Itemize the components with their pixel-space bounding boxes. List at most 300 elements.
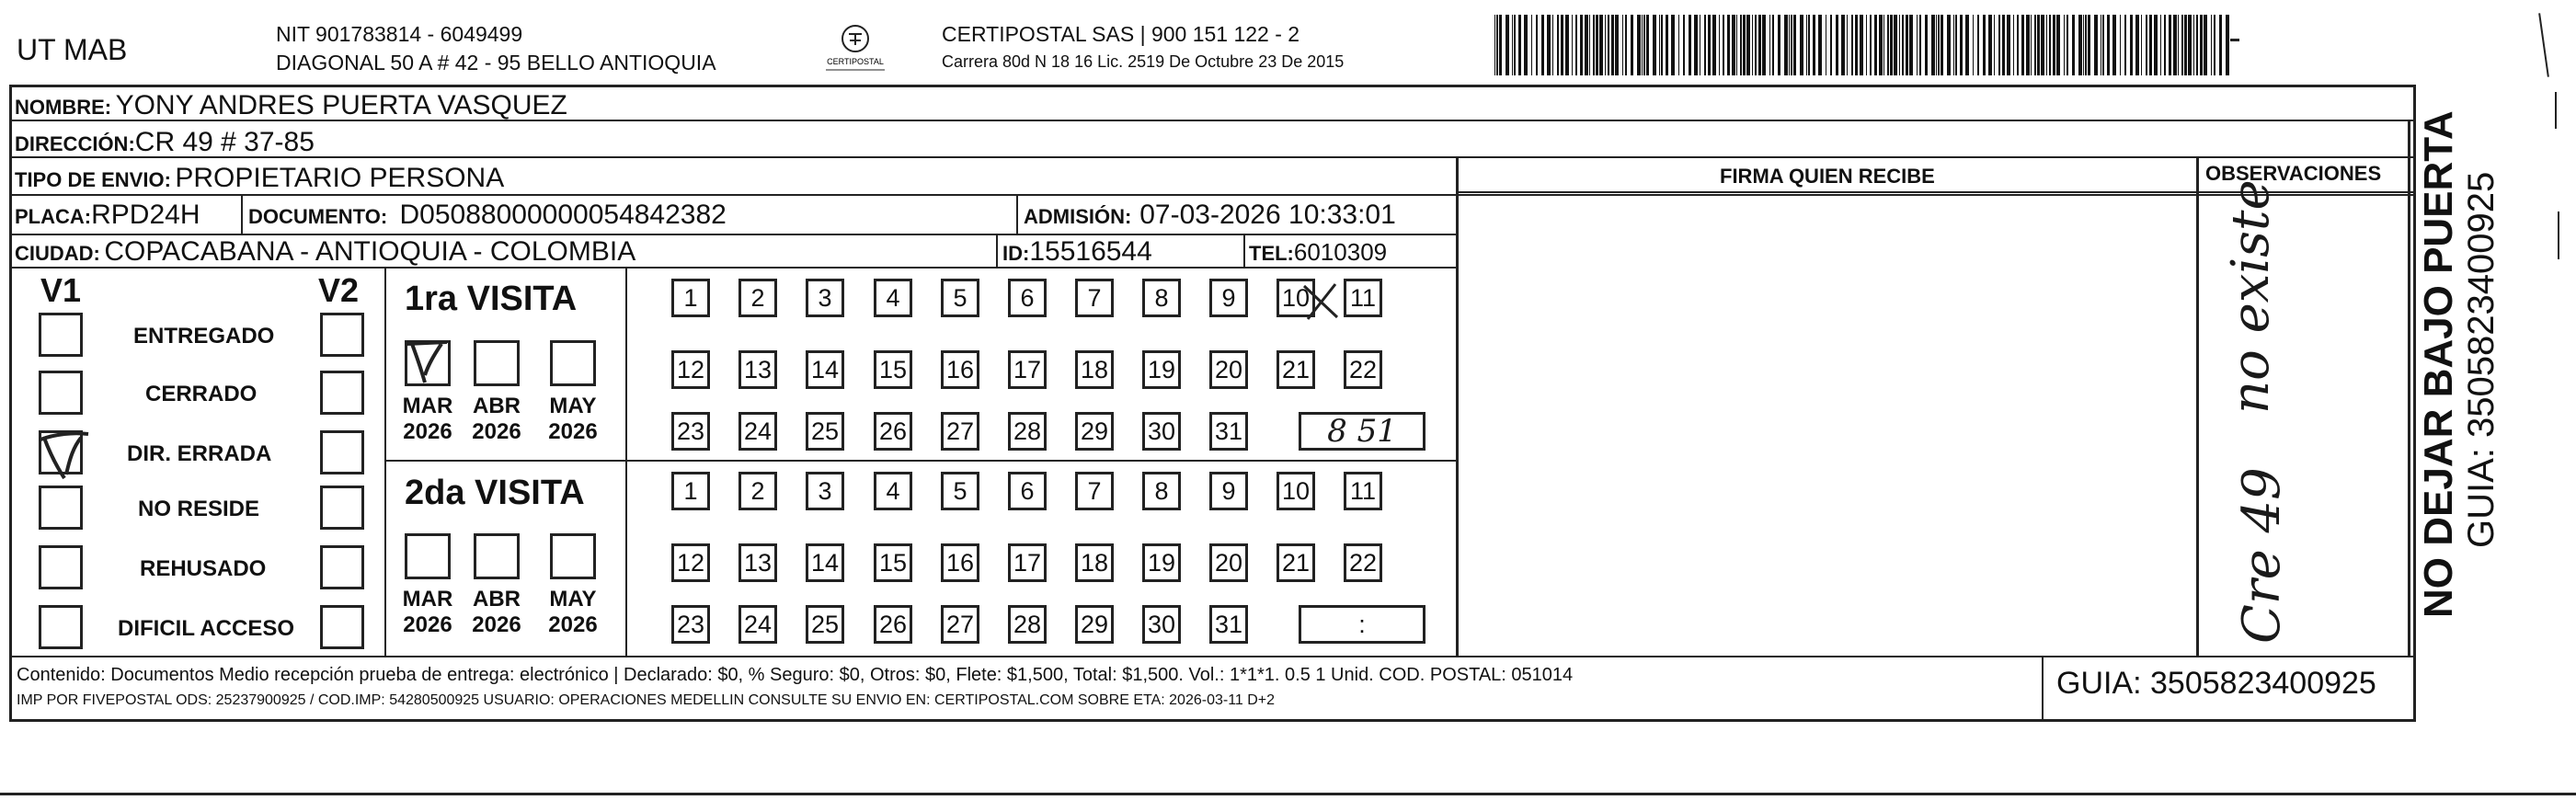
barcode-bar bbox=[2013, 15, 2014, 75]
visit2-title: 2da VISITA bbox=[405, 474, 585, 512]
plate-value: RPD24H bbox=[91, 200, 200, 230]
col-line bbox=[2196, 156, 2199, 656]
barcode-bar bbox=[1808, 15, 1810, 75]
month-checkbox[interactable] bbox=[550, 340, 596, 386]
day-box[interactable]: 18 bbox=[1075, 543, 1114, 582]
month-label bbox=[541, 394, 605, 444]
document-row bbox=[248, 201, 727, 229]
barcode-bar bbox=[1678, 15, 1679, 75]
v1-checkbox-0[interactable] bbox=[39, 313, 83, 357]
barcode-bar bbox=[2112, 15, 2116, 75]
day-box[interactable]: 31 bbox=[1209, 412, 1248, 451]
barcode-bar bbox=[1879, 15, 1883, 75]
day-box[interactable]: 27 bbox=[941, 605, 979, 644]
barcode-bar bbox=[1955, 15, 1957, 75]
barcode-bar bbox=[1572, 15, 1573, 75]
day-box[interactable]: 24 bbox=[738, 412, 777, 451]
barcode-bar bbox=[1931, 15, 1935, 75]
barcode-bar bbox=[2211, 15, 2212, 75]
barcode-bar bbox=[2188, 15, 2192, 75]
fold-mark bbox=[2558, 211, 2559, 259]
v2-checkbox-4[interactable] bbox=[320, 545, 364, 589]
month-checkbox[interactable] bbox=[474, 533, 520, 579]
month-name: ABR bbox=[473, 394, 521, 418]
barcode-bar bbox=[1800, 15, 1803, 75]
barcode-bar bbox=[2026, 15, 2030, 75]
day-box[interactable]: 14 bbox=[806, 543, 844, 582]
barcode-bar bbox=[1917, 15, 1918, 75]
barcode-bar bbox=[1596, 15, 1598, 75]
barcode-bar bbox=[1605, 15, 1606, 75]
barcode-bar bbox=[1830, 15, 1832, 75]
day-box[interactable]: 26 bbox=[874, 605, 912, 644]
v1-checkbox-1[interactable] bbox=[39, 371, 83, 415]
v2-checkbox-5[interactable] bbox=[320, 605, 364, 649]
signature-label: FIRMA QUIEN RECIBE bbox=[1720, 165, 1935, 188]
month-label bbox=[395, 587, 460, 637]
day-box[interactable]: 22 bbox=[1344, 543, 1382, 582]
barcode-bar bbox=[1524, 15, 1528, 75]
barcode-bar bbox=[1541, 15, 1544, 75]
barcode-bar bbox=[2154, 15, 2158, 75]
day-box[interactable]: 12 bbox=[671, 350, 710, 389]
day-box[interactable]: 3 bbox=[806, 279, 844, 317]
day-box[interactable]: 2 bbox=[738, 279, 777, 317]
row-line bbox=[9, 234, 1456, 235]
city-label: CIUDAD: bbox=[15, 242, 100, 265]
v1-checkbox-4[interactable] bbox=[39, 545, 83, 589]
v1-header: V1 bbox=[40, 271, 82, 309]
barcode-bar bbox=[2149, 15, 2152, 75]
barcode-bar bbox=[2088, 15, 2090, 75]
name-row bbox=[15, 92, 567, 120]
barcode-bar bbox=[1561, 15, 1563, 75]
day-box[interactable]: 2 bbox=[738, 472, 777, 510]
month-name: MAR bbox=[402, 394, 453, 418]
barcode-bar bbox=[1704, 15, 1706, 75]
barcode-bar bbox=[1791, 15, 1792, 75]
day-box[interactable]: 16 bbox=[941, 350, 979, 389]
barcode-bar bbox=[1743, 15, 1746, 75]
day-box[interactable]: 4 bbox=[874, 472, 912, 510]
barcode-bar bbox=[1988, 15, 1992, 75]
month-label bbox=[541, 587, 605, 637]
day-box[interactable]: 8 bbox=[1142, 279, 1181, 317]
day-box[interactable]: 12 bbox=[671, 543, 710, 582]
day-box[interactable]: 11 bbox=[1344, 279, 1382, 317]
barcode-bar bbox=[1836, 15, 1838, 75]
barcode-bar bbox=[1813, 15, 1815, 75]
barcode-bar bbox=[1899, 15, 1900, 75]
barcode-bar bbox=[1847, 15, 1848, 75]
barcode-bar bbox=[2085, 15, 2087, 75]
day-box[interactable]: 13 bbox=[738, 350, 777, 389]
barcode-bar bbox=[2200, 15, 2203, 75]
day-box[interactable]: 9 bbox=[1209, 472, 1248, 510]
col-line bbox=[996, 234, 998, 267]
barcode-bar bbox=[1998, 15, 2000, 75]
barcode-bar bbox=[1870, 15, 1872, 75]
barcode-bar bbox=[1758, 15, 1761, 75]
barcode-bar bbox=[1608, 15, 1609, 75]
col-line bbox=[1016, 194, 1018, 234]
barcode-bar bbox=[1637, 15, 1641, 75]
barcode-bar bbox=[2173, 15, 2177, 75]
day-box[interactable]: 9 bbox=[1209, 279, 1248, 317]
barcode-bar bbox=[1947, 15, 1951, 75]
barcode-bar bbox=[1599, 15, 1603, 75]
document-value: D05088000000054842382 bbox=[399, 200, 727, 230]
month-name: MAY bbox=[549, 394, 597, 418]
barcode-bar bbox=[2056, 15, 2060, 75]
day-box[interactable]: 17 bbox=[1008, 543, 1047, 582]
observations-label: OBSERVACIONES bbox=[2205, 162, 2382, 185]
barcode-bar bbox=[1708, 15, 1711, 75]
barcode-bar bbox=[1611, 15, 1614, 75]
barcode-bar bbox=[1778, 15, 1780, 75]
barcode-bar bbox=[1653, 15, 1656, 75]
day-box[interactable]: 15 bbox=[874, 350, 912, 389]
month-checkbox[interactable] bbox=[474, 340, 520, 386]
barcode-bar bbox=[1902, 15, 1904, 75]
tel-row bbox=[1249, 240, 1387, 264]
barcode-bar bbox=[2178, 15, 2179, 75]
barcode-bar bbox=[1855, 15, 1858, 75]
barcode-bar bbox=[1659, 15, 1660, 75]
barcode-bar bbox=[1727, 15, 1730, 75]
day-box[interactable]: 17 bbox=[1008, 350, 1047, 389]
barcode-bar bbox=[1851, 15, 1853, 75]
day-box[interactable]: 29 bbox=[1075, 412, 1114, 451]
visit-time-box[interactable]: 8 51 bbox=[1299, 412, 1425, 451]
row-line bbox=[9, 267, 1456, 269]
checkmark-icon bbox=[37, 430, 94, 484]
barcode-bar bbox=[1494, 15, 1495, 75]
barcode-bar bbox=[1719, 15, 1720, 75]
barcode-bar bbox=[1894, 15, 1897, 75]
fold-mark bbox=[2538, 13, 2549, 77]
month-label bbox=[464, 587, 529, 637]
id-value: 15516544 bbox=[1029, 236, 1152, 267]
day-box[interactable]: 6 bbox=[1008, 279, 1047, 317]
barcode-bar bbox=[1874, 15, 1877, 75]
month-checkbox[interactable] bbox=[550, 533, 596, 579]
barcode-bar bbox=[2214, 15, 2215, 75]
day-box[interactable]: 1 bbox=[671, 472, 710, 510]
day-box[interactable]: 23 bbox=[671, 412, 710, 451]
status-label: CERRADO bbox=[145, 382, 258, 406]
barcode-bar bbox=[1772, 15, 1774, 75]
barcode-bar bbox=[1689, 15, 1691, 75]
barcode-bar bbox=[1496, 15, 1498, 75]
barcode-bar bbox=[2196, 15, 2198, 75]
day-box[interactable]: 5 bbox=[941, 472, 979, 510]
barcode-bar bbox=[1593, 15, 1595, 75]
col-line bbox=[2042, 656, 2044, 722]
col-line bbox=[2408, 120, 2410, 656]
barcode-bar bbox=[1994, 15, 1995, 75]
barcode-bar bbox=[1646, 15, 1649, 75]
col-line bbox=[241, 194, 243, 234]
barcode-bar bbox=[1683, 15, 1685, 75]
tel-value: 6010309 bbox=[1293, 238, 1388, 266]
day-box[interactable]: 3 bbox=[806, 472, 844, 510]
barcode-bar bbox=[2072, 15, 2075, 75]
barcode-bar bbox=[1631, 15, 1633, 75]
v1-checkbox-3[interactable] bbox=[39, 486, 83, 530]
day-box[interactable]: 23 bbox=[671, 605, 710, 644]
barcode-bar bbox=[1723, 15, 1724, 75]
barcode-bar bbox=[2193, 15, 2194, 75]
col-line bbox=[1456, 156, 1459, 656]
day-box[interactable]: 26 bbox=[874, 412, 912, 451]
id-label: ID: bbox=[1002, 242, 1030, 265]
barcode-bar bbox=[1769, 15, 1770, 75]
day-box[interactable]: 18 bbox=[1075, 350, 1114, 389]
admission-row bbox=[1024, 201, 1396, 229]
barcode-bar bbox=[1666, 15, 1668, 75]
barcode-bar bbox=[1789, 15, 1790, 75]
barcode-bar bbox=[1671, 15, 1675, 75]
city-value: COPACABANA - ANTIOQUIA - COLOMBIA bbox=[104, 236, 636, 267]
carrier-license: Carrera 80d N 18 16 Lic. 2519 De Octubre 23 De 2015 bbox=[942, 52, 1345, 71]
address-row bbox=[15, 129, 315, 156]
barcode-bar bbox=[2078, 15, 2082, 75]
type-value: PROPIETARIO PERSONA bbox=[175, 163, 505, 193]
barcode-bar bbox=[1547, 15, 1551, 75]
barcode-bar bbox=[2031, 15, 2032, 75]
barcode-bar bbox=[2094, 15, 2098, 75]
v2-checkbox-0[interactable] bbox=[320, 313, 364, 357]
barcode-bar bbox=[1732, 15, 1735, 75]
observation-handwritten-2: Cre 49 bbox=[2232, 467, 2292, 644]
status-label: REHUSADO bbox=[140, 556, 267, 581]
barcode-bar bbox=[2146, 15, 2147, 75]
barcode-bar bbox=[2204, 15, 2207, 75]
barcode-bar bbox=[1919, 15, 1921, 75]
v2-checkbox-2[interactable] bbox=[320, 430, 364, 474]
day-box[interactable]: 30 bbox=[1142, 412, 1181, 451]
barcode-bar bbox=[1615, 15, 1619, 75]
v1-checkbox-5[interactable] bbox=[39, 605, 83, 649]
barcode-bar bbox=[1552, 15, 1553, 75]
company-address: DIAGONAL 50 A # 42 - 95 BELLO ANTIOQUIA bbox=[276, 51, 716, 74]
col-line bbox=[384, 460, 1456, 462]
barcode bbox=[1494, 15, 2230, 75]
day-box[interactable]: 21 bbox=[1277, 350, 1315, 389]
day-box[interactable]: 29 bbox=[1075, 605, 1114, 644]
barcode-dash bbox=[2230, 39, 2239, 41]
strike-mark bbox=[1299, 279, 1343, 323]
barcode-bar bbox=[2164, 15, 2166, 75]
barcode-bar bbox=[1625, 15, 1627, 75]
day-box[interactable]: 19 bbox=[1142, 350, 1181, 389]
day-box[interactable]: 4 bbox=[874, 279, 912, 317]
barcode-bar bbox=[1661, 15, 1663, 75]
day-box[interactable]: 30 bbox=[1142, 605, 1181, 644]
barcode-bar bbox=[1936, 15, 1937, 75]
barcode-bar bbox=[2002, 15, 2005, 75]
barcode-bar bbox=[1755, 15, 1757, 75]
barcode-bar bbox=[1977, 15, 1979, 75]
barcode-bar bbox=[2219, 15, 2222, 75]
barcode-bar bbox=[1925, 15, 1928, 75]
day-box[interactable]: 10 bbox=[1277, 279, 1315, 317]
day-box[interactable]: 15 bbox=[874, 543, 912, 582]
barcode-bar bbox=[1762, 15, 1766, 75]
barcode-bar bbox=[2107, 15, 2110, 75]
day-box[interactable]: 25 bbox=[806, 605, 844, 644]
barcode-bar bbox=[2130, 15, 2133, 75]
day-box[interactable]: 21 bbox=[1277, 543, 1315, 582]
company-code: UT MAB bbox=[17, 33, 128, 66]
barcode-bar bbox=[1694, 15, 1698, 75]
col-line bbox=[1243, 234, 1245, 267]
barcode-bar bbox=[1580, 15, 1583, 75]
day-box[interactable]: 7 bbox=[1075, 472, 1114, 510]
barcode-bar bbox=[1906, 15, 1908, 75]
barcode-bar bbox=[1512, 15, 1513, 75]
barcode-bar bbox=[1712, 15, 1716, 75]
company-nit: NIT 901783814 - 6049499 bbox=[276, 22, 523, 46]
month-year: 2026 bbox=[472, 418, 521, 444]
admission-label: ADMISIÓN: bbox=[1024, 205, 1132, 228]
day-box[interactable]: 22 bbox=[1344, 350, 1382, 389]
status-label: DIR. ERRADA bbox=[127, 441, 272, 466]
day-box[interactable]: 13 bbox=[738, 543, 777, 582]
barcode-bar bbox=[1622, 15, 1623, 75]
month-year: 2026 bbox=[472, 611, 521, 637]
barcode-bar bbox=[1643, 15, 1645, 75]
day-box[interactable]: 16 bbox=[941, 543, 979, 582]
day-box[interactable]: 10 bbox=[1277, 472, 1315, 510]
barcode-bar bbox=[1642, 15, 1643, 75]
barcode-bar bbox=[2120, 15, 2121, 75]
month-year: 2026 bbox=[548, 418, 598, 444]
day-box[interactable]: 8 bbox=[1142, 472, 1181, 510]
barcode-bar bbox=[1938, 15, 1940, 75]
barcode-bar bbox=[1841, 15, 1845, 75]
footer-guide: GUIA: 3505823400925 bbox=[2056, 666, 2376, 701]
barcode-bar bbox=[1806, 15, 1807, 75]
day-box[interactable]: 20 bbox=[1209, 543, 1248, 582]
barcode-bar bbox=[2169, 15, 2171, 75]
month-year: 2026 bbox=[403, 418, 452, 444]
month-name: MAY bbox=[549, 587, 597, 611]
barcode-bar bbox=[1784, 15, 1788, 75]
month-name: ABR bbox=[473, 587, 521, 611]
barcode-bar bbox=[1752, 15, 1753, 75]
barcode-bar bbox=[1890, 15, 1893, 75]
barcode-bar bbox=[2046, 15, 2047, 75]
barcode-bar bbox=[2064, 15, 2065, 75]
month-year: 2026 bbox=[548, 611, 598, 637]
day-box[interactable]: 31 bbox=[1209, 605, 1248, 644]
month-label bbox=[464, 394, 529, 444]
barcode-bar bbox=[2041, 15, 2044, 75]
barcode-bar bbox=[1518, 15, 1521, 75]
barcode-bar bbox=[2102, 15, 2104, 75]
barcode-bar bbox=[2135, 15, 2139, 75]
side-guide: GUIA: 3505823400925 bbox=[2461, 171, 2502, 548]
visit-time-box[interactable]: : bbox=[1299, 605, 1425, 644]
barcode-bar bbox=[1589, 15, 1590, 75]
barcode-bar bbox=[1953, 15, 1954, 75]
fold-mark bbox=[2555, 92, 2557, 129]
day-box[interactable]: 14 bbox=[806, 350, 844, 389]
address-value: CR 49 # 37-85 bbox=[134, 127, 315, 157]
barcode-bar bbox=[1557, 15, 1559, 75]
barcode-bar bbox=[1514, 15, 1516, 75]
day-box[interactable]: 1 bbox=[671, 279, 710, 317]
plate-row bbox=[15, 201, 200, 229]
logo-text: CERTIPOSTAL bbox=[827, 57, 884, 66]
barcode-bar bbox=[2067, 15, 2068, 75]
barcode-bar bbox=[1536, 15, 1538, 75]
month-label bbox=[395, 394, 460, 444]
barcode-bar bbox=[2160, 15, 2161, 75]
type-label: TIPO DE ENVIO: bbox=[15, 168, 171, 191]
month-checkbox[interactable] bbox=[405, 533, 451, 579]
observation-handwritten-1: no existe bbox=[2221, 179, 2281, 414]
id-row bbox=[1002, 238, 1152, 266]
barcode-bar bbox=[1883, 15, 1884, 75]
barcode-bar bbox=[1506, 15, 1509, 75]
status-label: ENTREGADO bbox=[133, 324, 275, 349]
barcode-bar bbox=[1565, 15, 1569, 75]
day-box[interactable]: 25 bbox=[806, 412, 844, 451]
row-line bbox=[9, 656, 2416, 657]
month-name: MAR bbox=[402, 587, 453, 611]
status-label: NO RESIDE bbox=[138, 497, 260, 521]
name-value: YONY ANDRES PUERTA VASQUEZ bbox=[115, 90, 567, 120]
certipostal-logo bbox=[809, 22, 901, 74]
v2-checkbox-3[interactable] bbox=[320, 486, 364, 530]
day-box[interactable]: 5 bbox=[941, 279, 979, 317]
barcode-bar bbox=[1746, 15, 1750, 75]
document-label: DOCUMENTO: bbox=[248, 205, 388, 228]
day-box[interactable]: 28 bbox=[1008, 605, 1047, 644]
day-box[interactable]: 24 bbox=[738, 605, 777, 644]
footer-imp-line: IMP POR FIVEPOSTAL ODS: 25237900925 / COD.IMP: 54280500925 USUARIO: OPERACIONES MEDELLIN CONSULTE SU ENVIO EN: CERTIPOSTAL.COM SOBRE ETA: 2026-03-11 D+2 bbox=[17, 692, 1276, 708]
barcode-bar bbox=[1740, 15, 1742, 75]
carrier-name: CERTIPOSTAL SAS | 900 151 122 - 2 bbox=[942, 22, 1300, 46]
day-box[interactable]: 19 bbox=[1142, 543, 1181, 582]
day-box[interactable]: 7 bbox=[1075, 279, 1114, 317]
day-box[interactable]: 11 bbox=[1344, 472, 1382, 510]
visit1-title: 1ra VISITA bbox=[405, 280, 578, 318]
barcode-bar bbox=[1736, 15, 1737, 75]
day-box[interactable]: 27 bbox=[941, 412, 979, 451]
tel-label: TEL: bbox=[1249, 242, 1294, 265]
barcode-bar bbox=[1887, 15, 1889, 75]
barcode-bar bbox=[1585, 15, 1588, 75]
side-warning: NO DEJAR BAJO PUERTA bbox=[2416, 110, 2461, 618]
day-box[interactable]: 20 bbox=[1209, 350, 1248, 389]
plate-label: PLACA: bbox=[15, 205, 92, 228]
barcode-bar bbox=[1860, 15, 1863, 75]
checkmark-icon bbox=[403, 338, 451, 386]
barcode-bar bbox=[1818, 15, 1822, 75]
row-line bbox=[9, 194, 2416, 196]
barcode-bar bbox=[2037, 15, 2040, 75]
barcode-bar bbox=[2007, 15, 2010, 75]
barcode-bar bbox=[2083, 15, 2084, 75]
v2-checkbox-1[interactable] bbox=[320, 371, 364, 415]
type-row bbox=[15, 165, 504, 192]
day-box[interactable]: 28 bbox=[1008, 412, 1047, 451]
day-box[interactable]: 6 bbox=[1008, 472, 1047, 510]
